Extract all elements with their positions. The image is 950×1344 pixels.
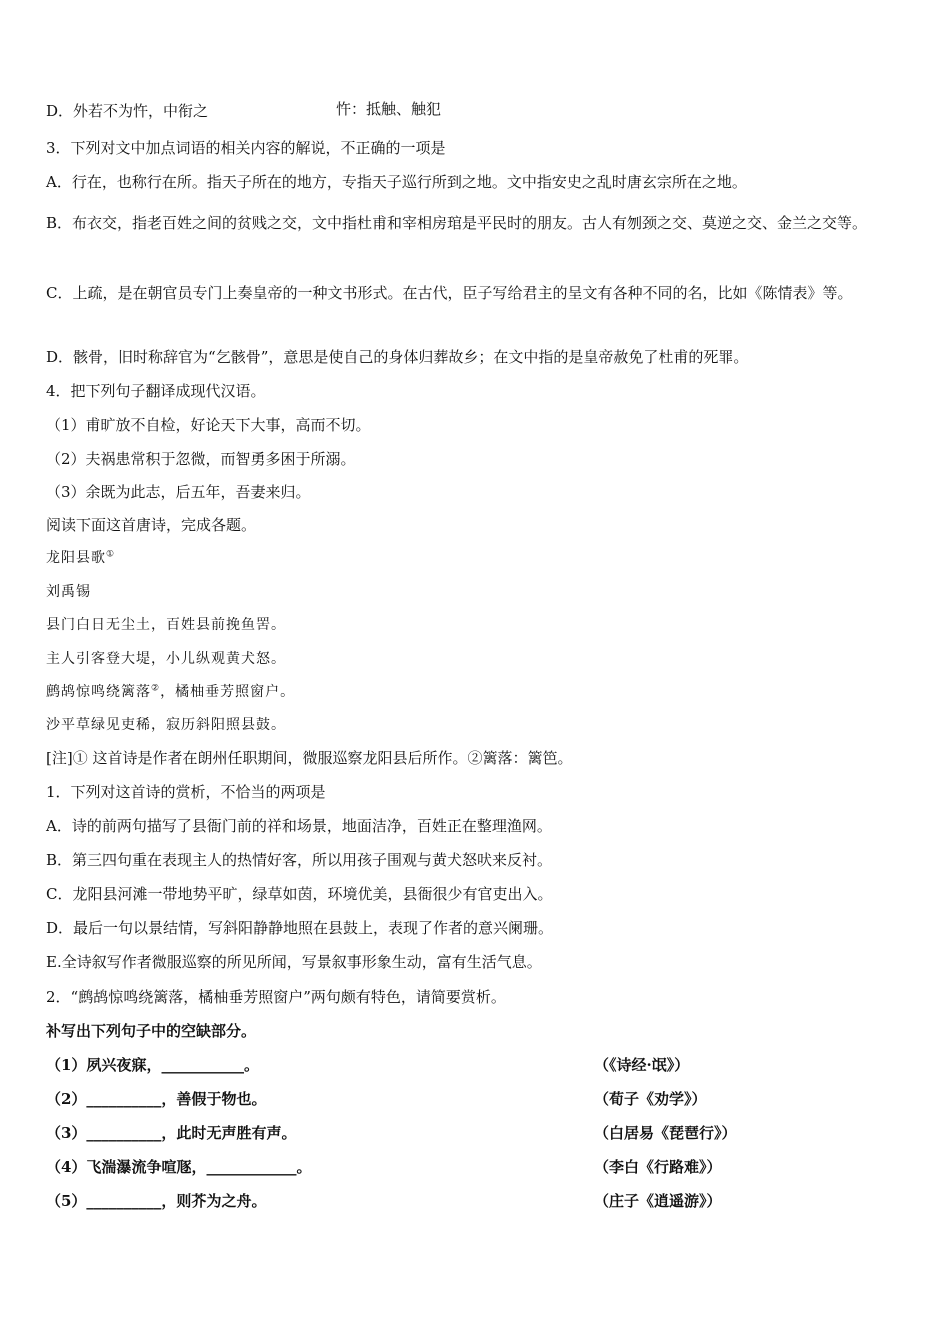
q4-item-1: （1）甫旷放不自检，好论天下大事，高而不切。: [46, 416, 371, 434]
q3-option-b: B．布衣交，指老百姓之间的贫贱之交，文中指杜甫和宰相房琯是平民时的朋友。古人有刎颈之交、莫逆之交、金兰之交等。: [46, 214, 868, 232]
poem-title-text: 龙阳县歌: [46, 550, 106, 566]
option-d-sentence: D．外若不为忤，中衔之: [46, 102, 209, 120]
fill-item-text: （4）飞湍瀑流争喧豗，____________。: [46, 1158, 312, 1176]
fill-item-4: [46, 1157, 910, 1177]
poem-line-3: [46, 682, 910, 702]
q2-option-d: [46, 101, 910, 121]
poem-note: [注]① 这首诗是作者在朗州任职期间，微服巡察龙阳县后所作。②篱落：篱笆。: [46, 749, 573, 767]
fill-item-text: （1）夙兴夜寐，___________。: [46, 1056, 259, 1074]
pq1-option-c: C．龙阳县河滩一带地势平旷，绿草如茵，环境优美，县衙很少有官吏出入。: [46, 885, 553, 903]
fill-item-5: [46, 1191, 910, 1211]
pq1-stem: 1．下列对这首诗的赏析，不恰当的两项是: [46, 783, 326, 801]
poem-line-4: 沙平草绿见吏稀，寂历斜阳照县鼓。: [46, 717, 286, 733]
poem-line-3-note: ②: [151, 683, 161, 694]
poem-line-3b: ，橘柚垂芳照窗户。: [160, 684, 296, 700]
fill-item-2: [46, 1089, 910, 1109]
q3-option-c: C．上疏，是在朝官员专门上奏皇帝的一种文书形式。在古代，臣子写给君主的呈文有各种不同的名，比如《陈情表》等。: [46, 284, 853, 302]
fill-item-1: [46, 1055, 910, 1075]
pq1-option-e: E.全诗叙写作者微服巡察的所见所闻，写景叙事形象生动，富有生活气息。: [46, 953, 542, 971]
q3-option-a: A．行在，也称行在所。指天子所在的地方，专指天子巡行所到之地。文中指安史之乱时唐玄宗所在之地。: [46, 173, 747, 191]
poem-line-2: 主人引客登大堤，小儿纵观黄犬怒。: [46, 651, 286, 667]
q4-stem: 4．把下列句子翻译成现代汉语。: [46, 382, 266, 400]
q3-option-d: D．骸骨，旧时称辞官为“乞骸骨”，意思是使自己的身体归葬故乡；在文中指的是皇帝赦免了杜甫的死罪。: [46, 348, 749, 366]
fill-item-text: （3）__________，此时无声胜有声。: [46, 1124, 297, 1142]
fill-heading: 补写出下列句子中的空缺部分。: [46, 1022, 257, 1040]
option-d-gloss: 忤：抵触、触犯: [336, 100, 442, 118]
pq1-option-b: B．第三四句重在表现主人的热情好客，所以用孩子围观与黄犬怒吠来反衬。: [46, 851, 553, 869]
fill-item-source: （白居易《琵琶行》）: [594, 1124, 737, 1142]
q4-item-2: （2）夫祸患常积于忽微，而智勇多困于所溺。: [46, 450, 356, 468]
q3-stem: 3．下列对文中加点词语的相关内容的解说，不正确的一项是: [46, 139, 446, 157]
poem-line-1: 县门白日无尘土，百姓县前挽鱼罟。: [46, 617, 286, 633]
q4-item-3: （3）余既为此志，后五年，吾妻来归。: [46, 483, 311, 501]
fill-item-source: （李白《行路难》）: [594, 1158, 722, 1176]
poem-line-3a: 鹧鸪惊鸣绕篱落: [46, 684, 151, 700]
pq1-option-d: D．最后一句以景结情，写斜阳静静地照在县鼓上，表现了作者的意兴阑珊。: [46, 919, 554, 937]
fill-item-source: （荀子《劝学》）: [594, 1090, 707, 1108]
fill-item-3: [46, 1123, 910, 1143]
poem-title: [46, 548, 910, 568]
fill-item-source: （《诗经·氓》）: [594, 1056, 690, 1074]
pq2-stem: 2．“鹧鸪惊鸣绕篱落，橘柚垂芳照窗户”两句颇有特色，请简要赏析。: [46, 988, 506, 1006]
poem-title-note: ①: [106, 549, 116, 560]
pq1-option-a: A．诗的前两句描写了县衙门前的祥和场景，地面洁净，百姓正在整理渔网。: [46, 817, 552, 835]
poem-author: 刘禹锡: [46, 584, 91, 600]
fill-item-source: （庄子《逍遥游》）: [594, 1192, 722, 1210]
poem-intro: 阅读下面这首唐诗，完成各题。: [46, 516, 257, 534]
fill-item-text: （2）__________，善假于物也。: [46, 1090, 267, 1108]
fill-item-text: （5）__________，则芥为之舟。: [46, 1192, 267, 1210]
